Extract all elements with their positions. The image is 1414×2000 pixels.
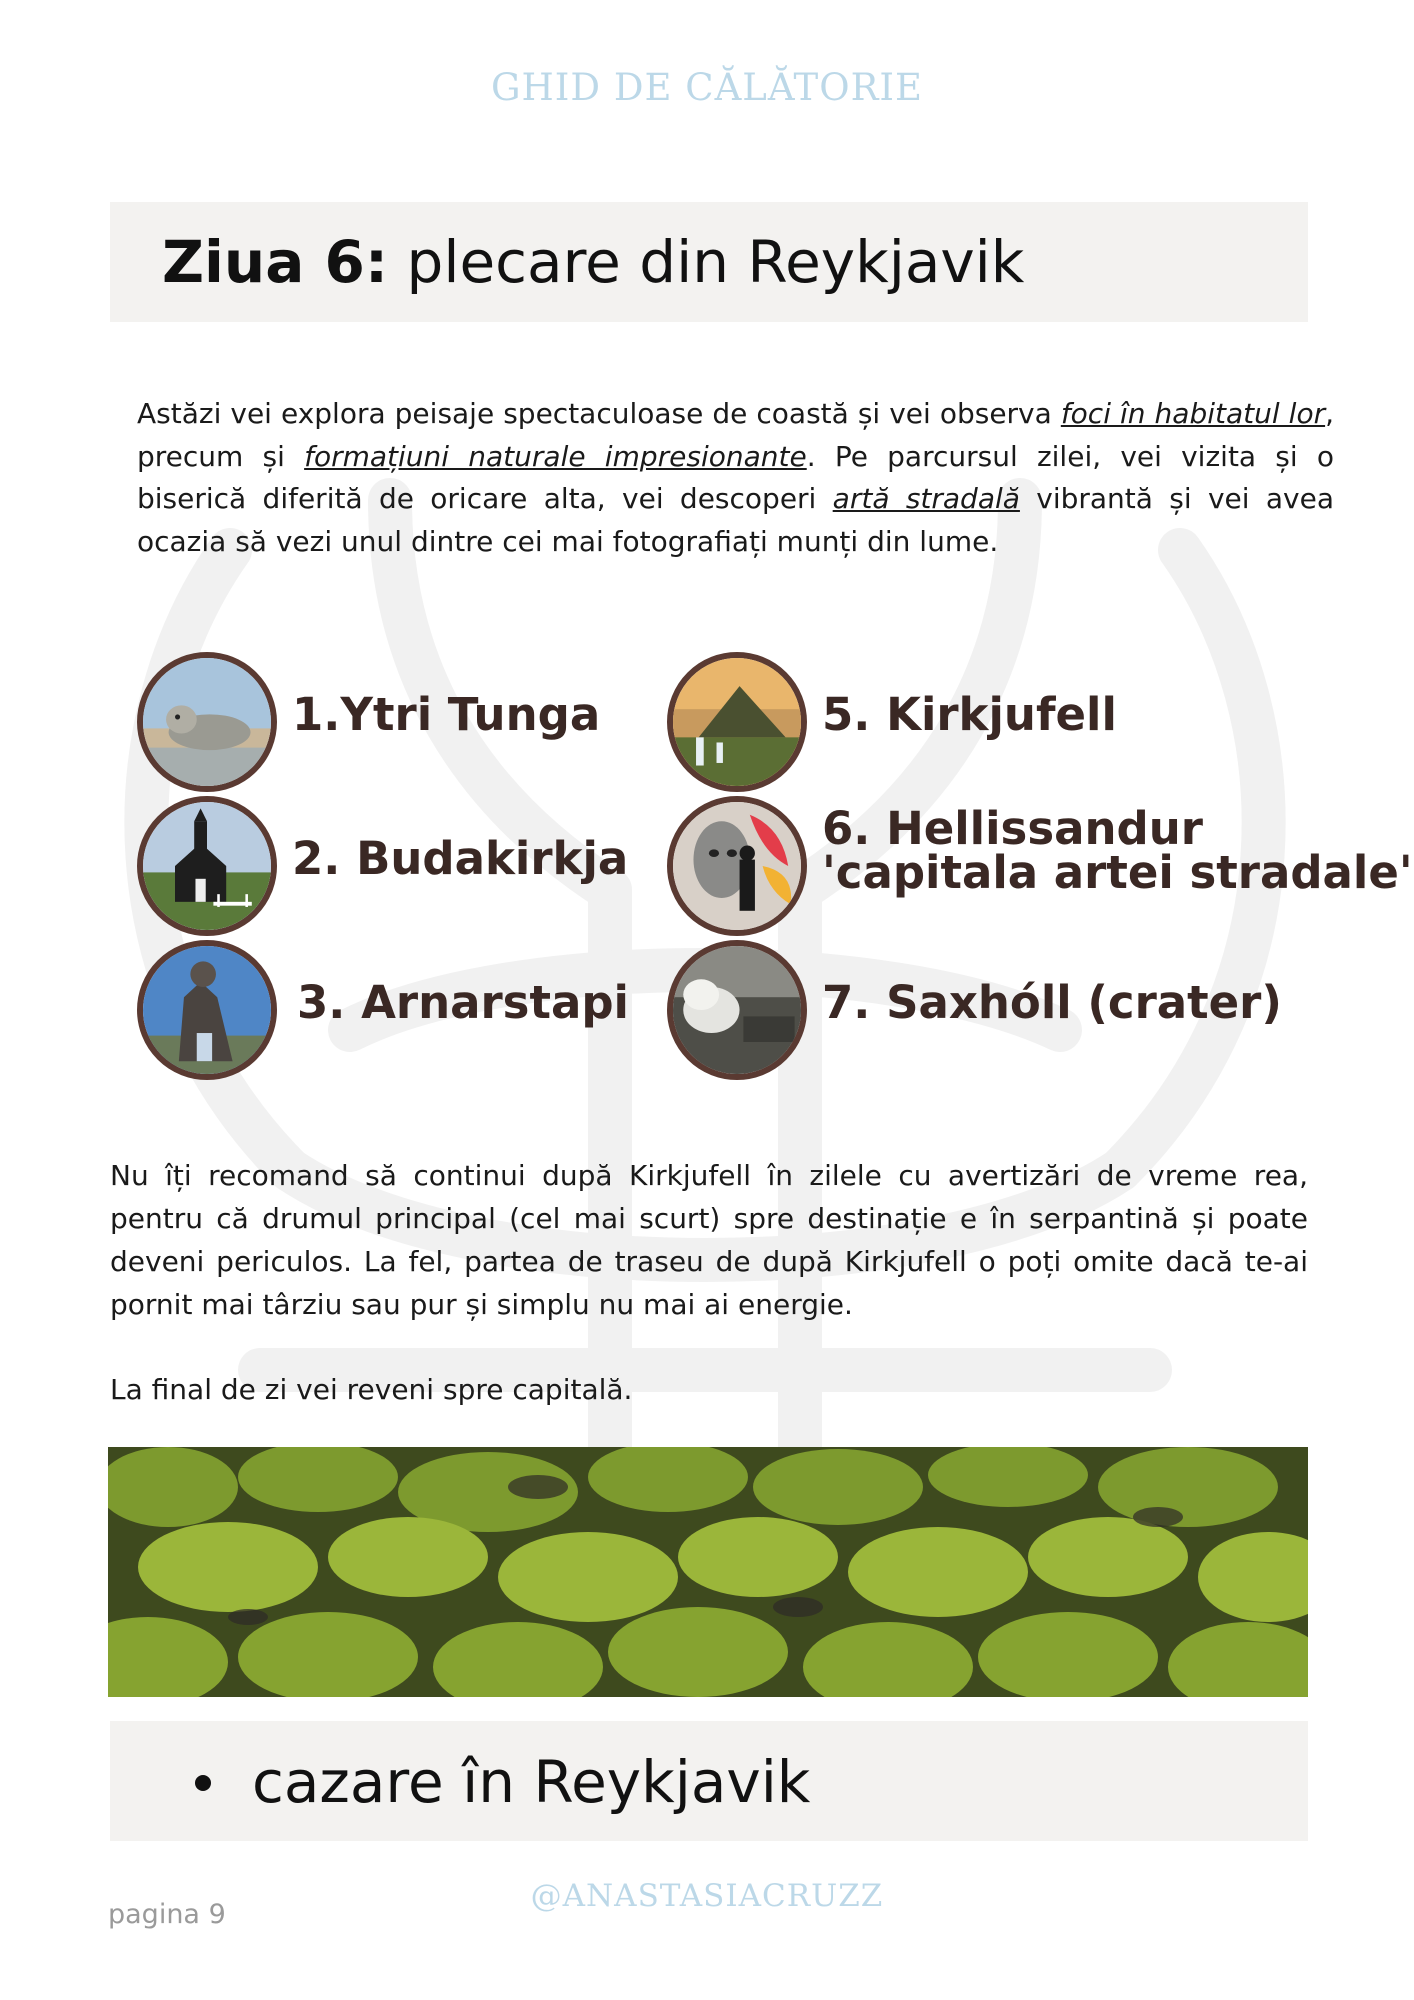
day-title-band <box>110 202 1308 322</box>
stop-label: 1.Ytri Tunga <box>292 688 601 741</box>
day-label: Ziua 6: <box>162 228 389 296</box>
guide-header: GHID DE CĂLĂTORIE <box>490 66 924 109</box>
crater-photo-icon <box>667 940 807 1080</box>
stop-kirkjufell <box>667 652 1307 792</box>
stop-label: 7. Saxhóll (crater) <box>822 976 1282 1029</box>
stop-hellissandur <box>667 796 1413 936</box>
intro-text: , precum și <box>137 397 1334 473</box>
intro-text: vibrantă și vei avea ocazia să vezi unul dintre cei mai fotografiați munți din lume. <box>137 482 1334 558</box>
page-title <box>162 227 1024 297</box>
page-number: pagina 9 <box>108 1899 226 1930</box>
accommodation-band <box>110 1721 1308 1841</box>
link-seals[interactable]: foci în habitatul lor <box>1060 397 1326 430</box>
intro-text: Astăzi vei explora peisaje spectaculoase de coastă și vei observa <box>137 397 1061 430</box>
stop-label: 2. Budakirkja <box>292 832 629 885</box>
intro-paragraph <box>137 393 1334 563</box>
bullet-icon <box>195 1775 211 1791</box>
stop-arnarstapi <box>137 940 629 1080</box>
accommodation-label: cazare în Reykjavik <box>252 1748 811 1816</box>
mountain-photo-icon <box>667 652 807 792</box>
link-street-art[interactable]: artă stradală <box>832 482 1020 515</box>
intro-text: . Pe parcursul zilei, vei vizita și o biserică diferită de oricare alta, vei descoperi <box>137 439 1334 515</box>
moss-landscape-photo <box>108 1447 1308 1697</box>
seal-photo-icon <box>137 652 277 792</box>
stop-sublabel: 'capitala artei stradale' <box>822 846 1413 899</box>
stop-budakirkja <box>137 796 629 936</box>
day-title: plecare din Reykjavik <box>406 228 1025 296</box>
closing-sentence: La final de zi vei reveni spre capitală. <box>110 1373 633 1406</box>
street-art-photo-icon <box>667 796 807 936</box>
stop-label: 3. Arnarstapi <box>297 976 629 1029</box>
stop-ytri-tunga <box>137 652 601 792</box>
advice-paragraph: Nu îți recomand să continui după Kirkjufell în zilele cu avertizări de vreme rea, pentru că drumul principal (cel mai scurt) spre destinație e în serpantină și poate deveni periculos. La fel, partea de traseu de după Kirkjufell o poți omite dacă te-ai pornit mai târziu sau pur și simplu nu mai ai energie. <box>110 1159 1308 1321</box>
stone-statue-photo-icon <box>137 940 277 1080</box>
stop-saxholl <box>667 940 1307 1080</box>
church-photo-icon <box>137 796 277 936</box>
social-handle: @ANASTASIACRUZZ <box>530 1878 884 1914</box>
stop-label: 5. Kirkjufell <box>822 688 1117 741</box>
link-formations[interactable]: formațiuni naturale impresionante <box>304 439 807 473</box>
stop-label: 6. Hellissandur <box>822 802 1203 855</box>
